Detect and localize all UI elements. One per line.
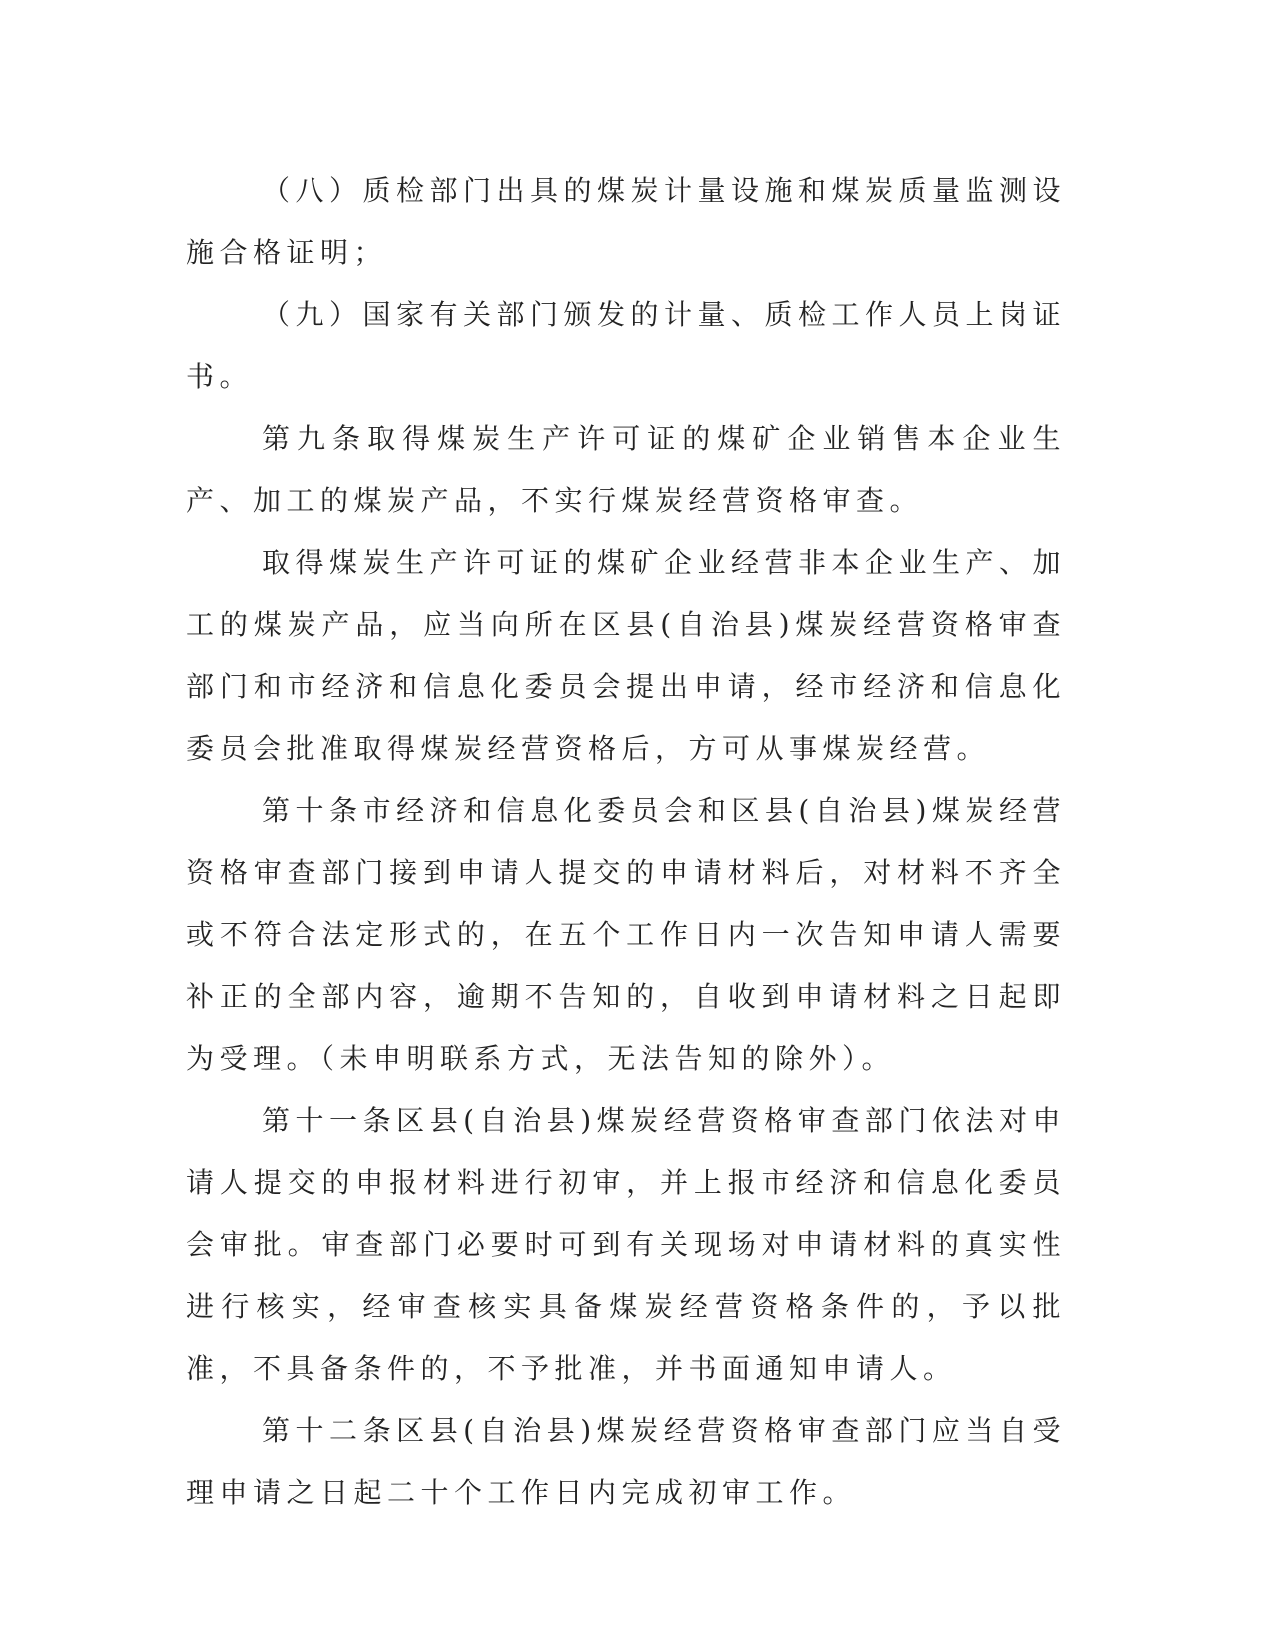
- article-12-paragraph: 第十二条区县(自治县)煤炭经营资格审查部门应当自受理申请之日起二十个工作日内完成初审工作。: [186, 1414, 1066, 1509]
- article-9-paragraph-2: 取得煤炭生产许可证的煤矿企业经营非本企业生产、加工的煤炭产品，应当向所在区县(自治县)煤炭经营资格审查部门和市经济和信息化委员会提出申请，经市经济和信息化委员会批准取得煤炭经营资格后，方可从事煤炭经营。: [186, 546, 1067, 765]
- article-10-paragraph: 第十条市经济和信息化委员会和区县(自治县)煤炭经营资格审查部门接到申请人提交的申请材料后，对材料不齐全或不符合法定形式的，在五个工作日内一次告知申请人需要补正的全部内容，逾期不告知的，自收到申请材料之日起即为受理。（未申明联系方式，无法告知的除外）。: [186, 794, 1066, 1075]
- article-11-paragraph: 第十一条区县(自治县)煤炭经营资格审查部门依法对申请人提交的申报材料进行初审，并上报市经济和信息化委员会审批。审查部门必要时可到有关现场对申请材料的真实性进行核实，经审查核实具备煤炭经营资格条件的，予以批准，不具备条件的，不予批准，并书面通知申请人。: [186, 1104, 1066, 1385]
- document-body: [186, 160, 1066, 1524]
- article-9-paragraph: 第九条取得煤炭生产许可证的煤矿企业销售本企业生产、加工的煤炭产品，不实行煤炭经营资格审查。: [186, 422, 1066, 517]
- paragraph-item-9: （九）国家有关部门颁发的计量、质检工作人员上岗证书。: [186, 298, 1067, 393]
- paragraph-item-8: （八）质检部门出具的煤炭计量设施和煤炭质量监测设施合格证明；: [186, 174, 1067, 269]
